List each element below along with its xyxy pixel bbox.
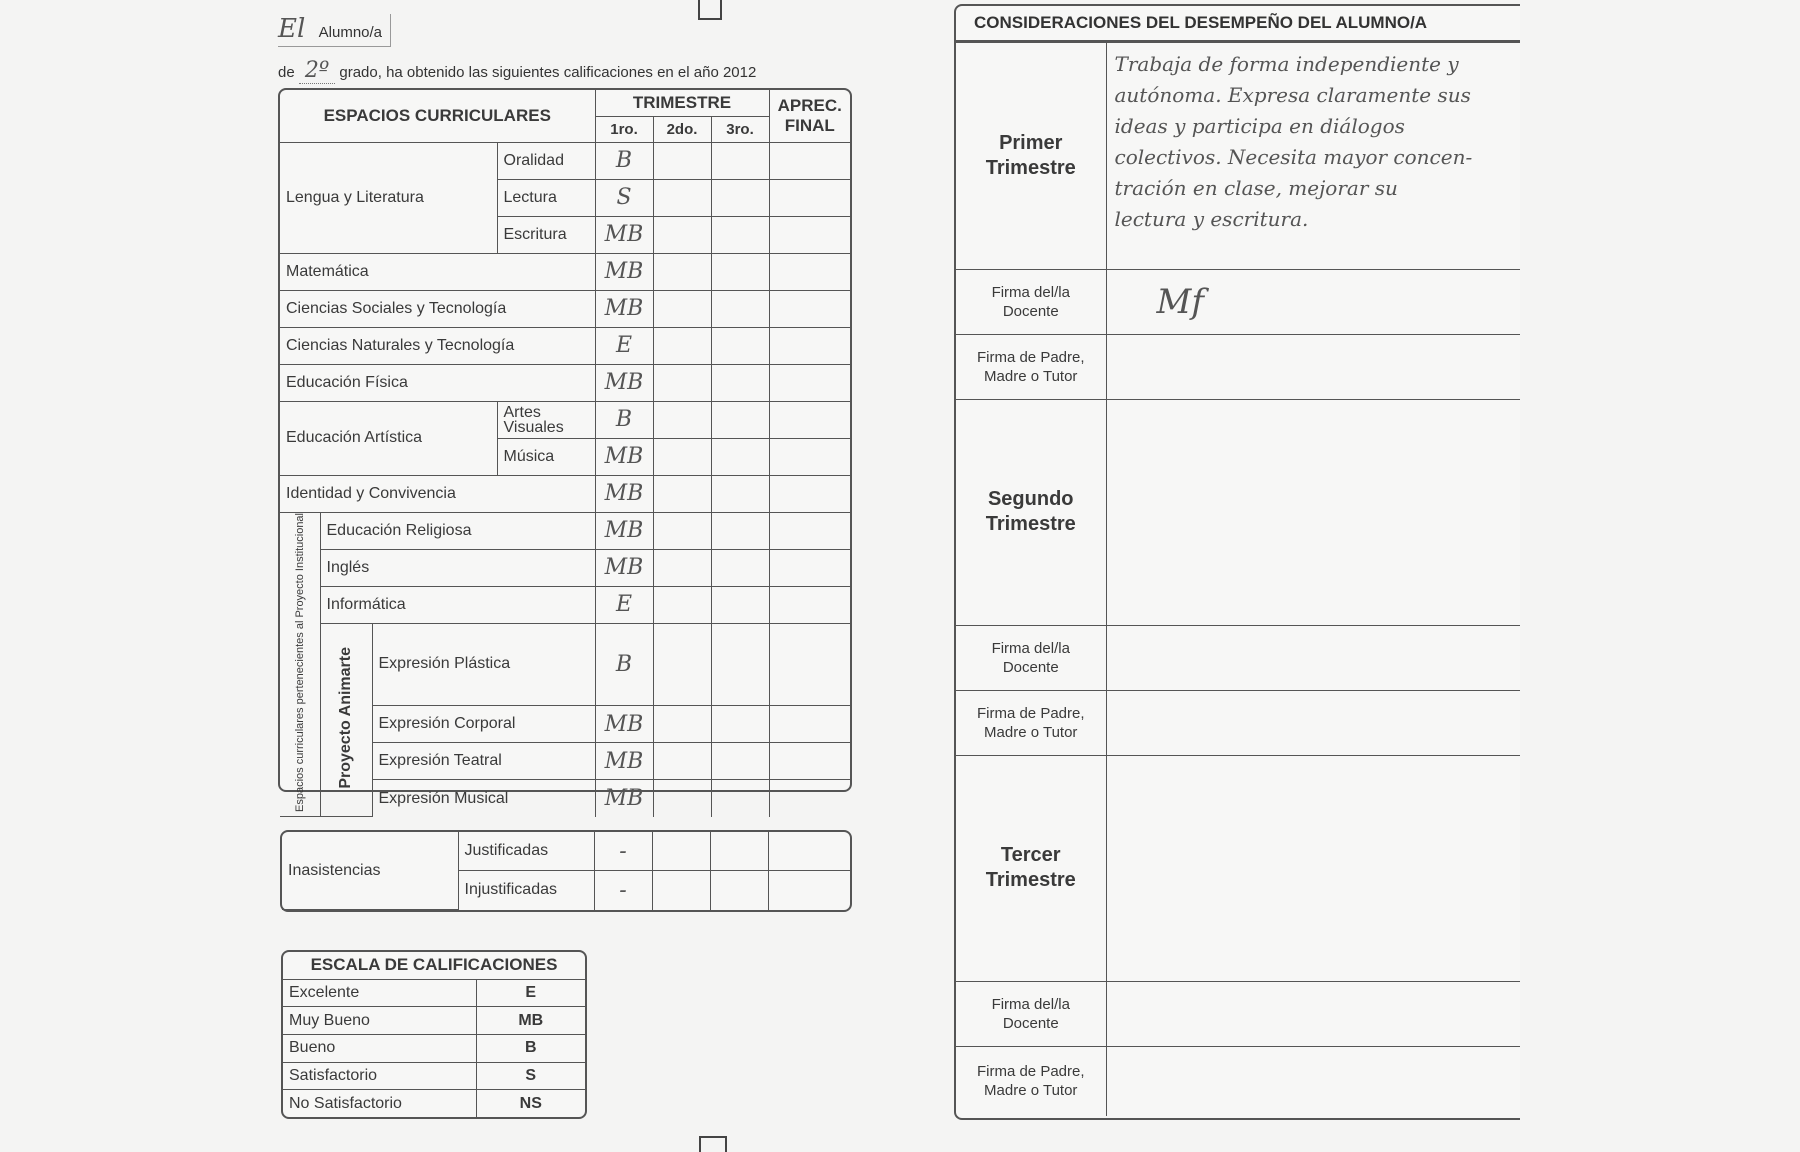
subject-name: Identidad y Convivencia xyxy=(280,475,595,512)
grades-table-frame xyxy=(278,88,852,812)
t3-comment xyxy=(1106,755,1520,981)
t1-padre-signature xyxy=(1106,334,1520,399)
col-tri-2: 2do. xyxy=(653,116,711,142)
absence-value: - xyxy=(594,832,652,871)
comment-line: ideas y participa en diálogos xyxy=(1114,114,1405,138)
t2-docente-label: Firma del/la Docente xyxy=(956,625,1106,690)
scale-label: Excelente xyxy=(283,979,476,1007)
table-row xyxy=(956,981,1520,1046)
page-mark-bottom xyxy=(699,1136,727,1152)
t2-label: Segundo Trimestre xyxy=(956,399,1106,625)
table-row xyxy=(956,269,1520,334)
table-row xyxy=(956,755,1520,981)
table-row xyxy=(280,142,850,179)
t1-padre-label: Firma de Padre, Madre o Tutor xyxy=(956,334,1106,399)
grade-cell: E xyxy=(595,327,653,364)
scale-label: Satisfactorio xyxy=(283,1062,476,1090)
grade-cell: MB xyxy=(595,780,653,817)
scale-label: No Satisfactorio xyxy=(283,1090,476,1117)
grade-cell: B xyxy=(595,142,653,179)
grade-cell: MB xyxy=(595,290,653,327)
scale-code: MB xyxy=(476,1007,585,1035)
t3-padre-signature xyxy=(1106,1046,1520,1116)
col-tri-1: 1ro. xyxy=(595,116,653,142)
scale-title: ESCALA DE CALIFICACIONES xyxy=(283,952,585,979)
page-mark xyxy=(698,0,722,20)
grading-scale-frame xyxy=(281,950,587,1119)
grade-cell: MB xyxy=(595,364,653,401)
article-handwritten: El xyxy=(278,14,306,44)
group-artistica: Educación Artística xyxy=(280,401,497,475)
subject-name: Expresión Teatral xyxy=(372,743,595,780)
grade-cell: E xyxy=(595,586,653,623)
animarte-label: Proyecto Animarte xyxy=(337,646,354,789)
table-row xyxy=(280,512,850,549)
grade-cell: S xyxy=(595,179,653,216)
considerations-title: CONSIDERACIONES DEL DESEMPEÑO DEL ALUMNO/A xyxy=(956,6,1520,43)
table-row xyxy=(956,690,1520,755)
absences-table xyxy=(282,832,850,910)
grade-cell: MB xyxy=(595,216,653,253)
t3-padre-label: Firma de Padre, Madre o Tutor xyxy=(956,1046,1106,1116)
subject-name: Matemática xyxy=(280,253,595,290)
subject-name: Ciencias Sociales y Tecnología xyxy=(280,290,595,327)
absence-type: Injustificadas xyxy=(458,871,594,910)
subject-name: Lectura xyxy=(497,179,595,216)
grade-cell: MB xyxy=(595,706,653,743)
considerations-panel xyxy=(954,4,1520,1120)
table-row xyxy=(956,43,1520,269)
t2-padre-label: Firma de Padre, Madre o Tutor xyxy=(956,690,1106,755)
table-row xyxy=(956,625,1520,690)
table-row xyxy=(280,623,850,706)
table-row xyxy=(956,1046,1520,1116)
t3-docente-label: Firma del/la Docente xyxy=(956,981,1106,1046)
grade-cell: MB xyxy=(595,438,653,475)
t1-docente-label: Firma del/la Docente xyxy=(956,269,1106,334)
student-name-line xyxy=(278,14,391,47)
grade-value: 2º xyxy=(299,58,335,84)
col-final-header: APREC. FINAL xyxy=(769,90,850,142)
table-row xyxy=(283,979,585,1007)
table-row xyxy=(280,327,850,364)
t2-docente-signature xyxy=(1106,625,1520,690)
comment-line: lectura y escritura. xyxy=(1114,207,1309,231)
subject-name: Expresión Corporal xyxy=(372,706,595,743)
institutional-label: Espacios curriculares pertenecientes al Proyecto Institucional xyxy=(293,512,306,812)
group-lengua: Lengua y Literatura xyxy=(280,142,497,253)
table-row xyxy=(280,290,850,327)
subject-name: Expresión Musical xyxy=(372,780,595,817)
table-row xyxy=(956,399,1520,625)
alumno-label: Alumno/a xyxy=(318,24,383,41)
t2-padre-signature xyxy=(1106,690,1520,755)
subject-name: Expresión Plástica xyxy=(372,623,595,706)
de-label: de xyxy=(278,64,295,81)
comment-line: autónoma. Expresa claramente sus xyxy=(1114,83,1471,107)
t3-docente-signature xyxy=(1106,981,1520,1046)
grade-cell: B xyxy=(595,401,653,438)
scale-label: Bueno xyxy=(283,1034,476,1062)
subject-name: Educación Física xyxy=(280,364,595,401)
table-row xyxy=(283,1034,585,1062)
t1-docente-signature: Mf xyxy=(1106,269,1520,334)
comment-line: Trabaja de forma independiente y xyxy=(1114,52,1459,76)
scale-code: S xyxy=(476,1062,585,1090)
grade-cell: MB xyxy=(595,475,653,512)
col-trimestre-header: TRIMESTRE xyxy=(595,90,769,116)
table-row xyxy=(283,1007,585,1035)
grade-cell: B xyxy=(595,623,653,706)
table-row xyxy=(282,832,850,871)
subject-name: Escritura xyxy=(497,216,595,253)
col-tri-3: 3ro. xyxy=(711,116,769,142)
table-row xyxy=(280,401,850,438)
table-row xyxy=(280,253,850,290)
table-row xyxy=(280,549,850,586)
grade-cell: MB xyxy=(595,549,653,586)
absences-label: Inasistencias xyxy=(282,832,458,910)
subject-name: Inglés xyxy=(320,549,595,586)
absences-table-frame xyxy=(280,830,852,912)
subject-name: Oralidad xyxy=(497,142,595,179)
table-row xyxy=(280,475,850,512)
t2-comment xyxy=(1106,399,1520,625)
t3-label: Tercer Trimestre xyxy=(956,755,1106,981)
table-row xyxy=(280,586,850,623)
grade-line-text: grado, ha obtenido las siguientes calificaciones en el año 2012 xyxy=(339,64,757,81)
grade-line xyxy=(278,58,756,83)
col-subject-header: ESPACIOS CURRICULARES xyxy=(280,90,595,142)
subject-name: Artes Visuales xyxy=(497,401,595,438)
scale-code: NS xyxy=(476,1090,585,1117)
absence-type: Justificadas xyxy=(458,832,594,871)
table-row xyxy=(956,334,1520,399)
grades-table xyxy=(280,90,850,817)
subject-name: Educación Religiosa xyxy=(320,512,595,549)
grading-scale-table xyxy=(283,952,585,1117)
absence-value: - xyxy=(594,871,652,910)
comment-line: colectivos. Necesita mayor concen- xyxy=(1114,145,1473,169)
scale-label: Muy Bueno xyxy=(283,1007,476,1035)
subject-name: Música xyxy=(497,438,595,475)
t1-label: Primer Trimestre xyxy=(956,43,1106,269)
scale-code: E xyxy=(476,979,585,1007)
scale-code: B xyxy=(476,1034,585,1062)
considerations-table xyxy=(956,43,1520,1116)
grade-cell: MB xyxy=(595,512,653,549)
table-row xyxy=(283,1090,585,1117)
table-row xyxy=(283,1062,585,1090)
grade-cell: MB xyxy=(595,743,653,780)
grade-cell: MB xyxy=(595,253,653,290)
table-row xyxy=(280,364,850,401)
subject-name: Informática xyxy=(320,586,595,623)
comment-line: tración en clase, mejorar su xyxy=(1114,176,1398,200)
subject-name: Ciencias Naturales y Tecnología xyxy=(280,327,595,364)
t1-comment xyxy=(1106,43,1520,269)
